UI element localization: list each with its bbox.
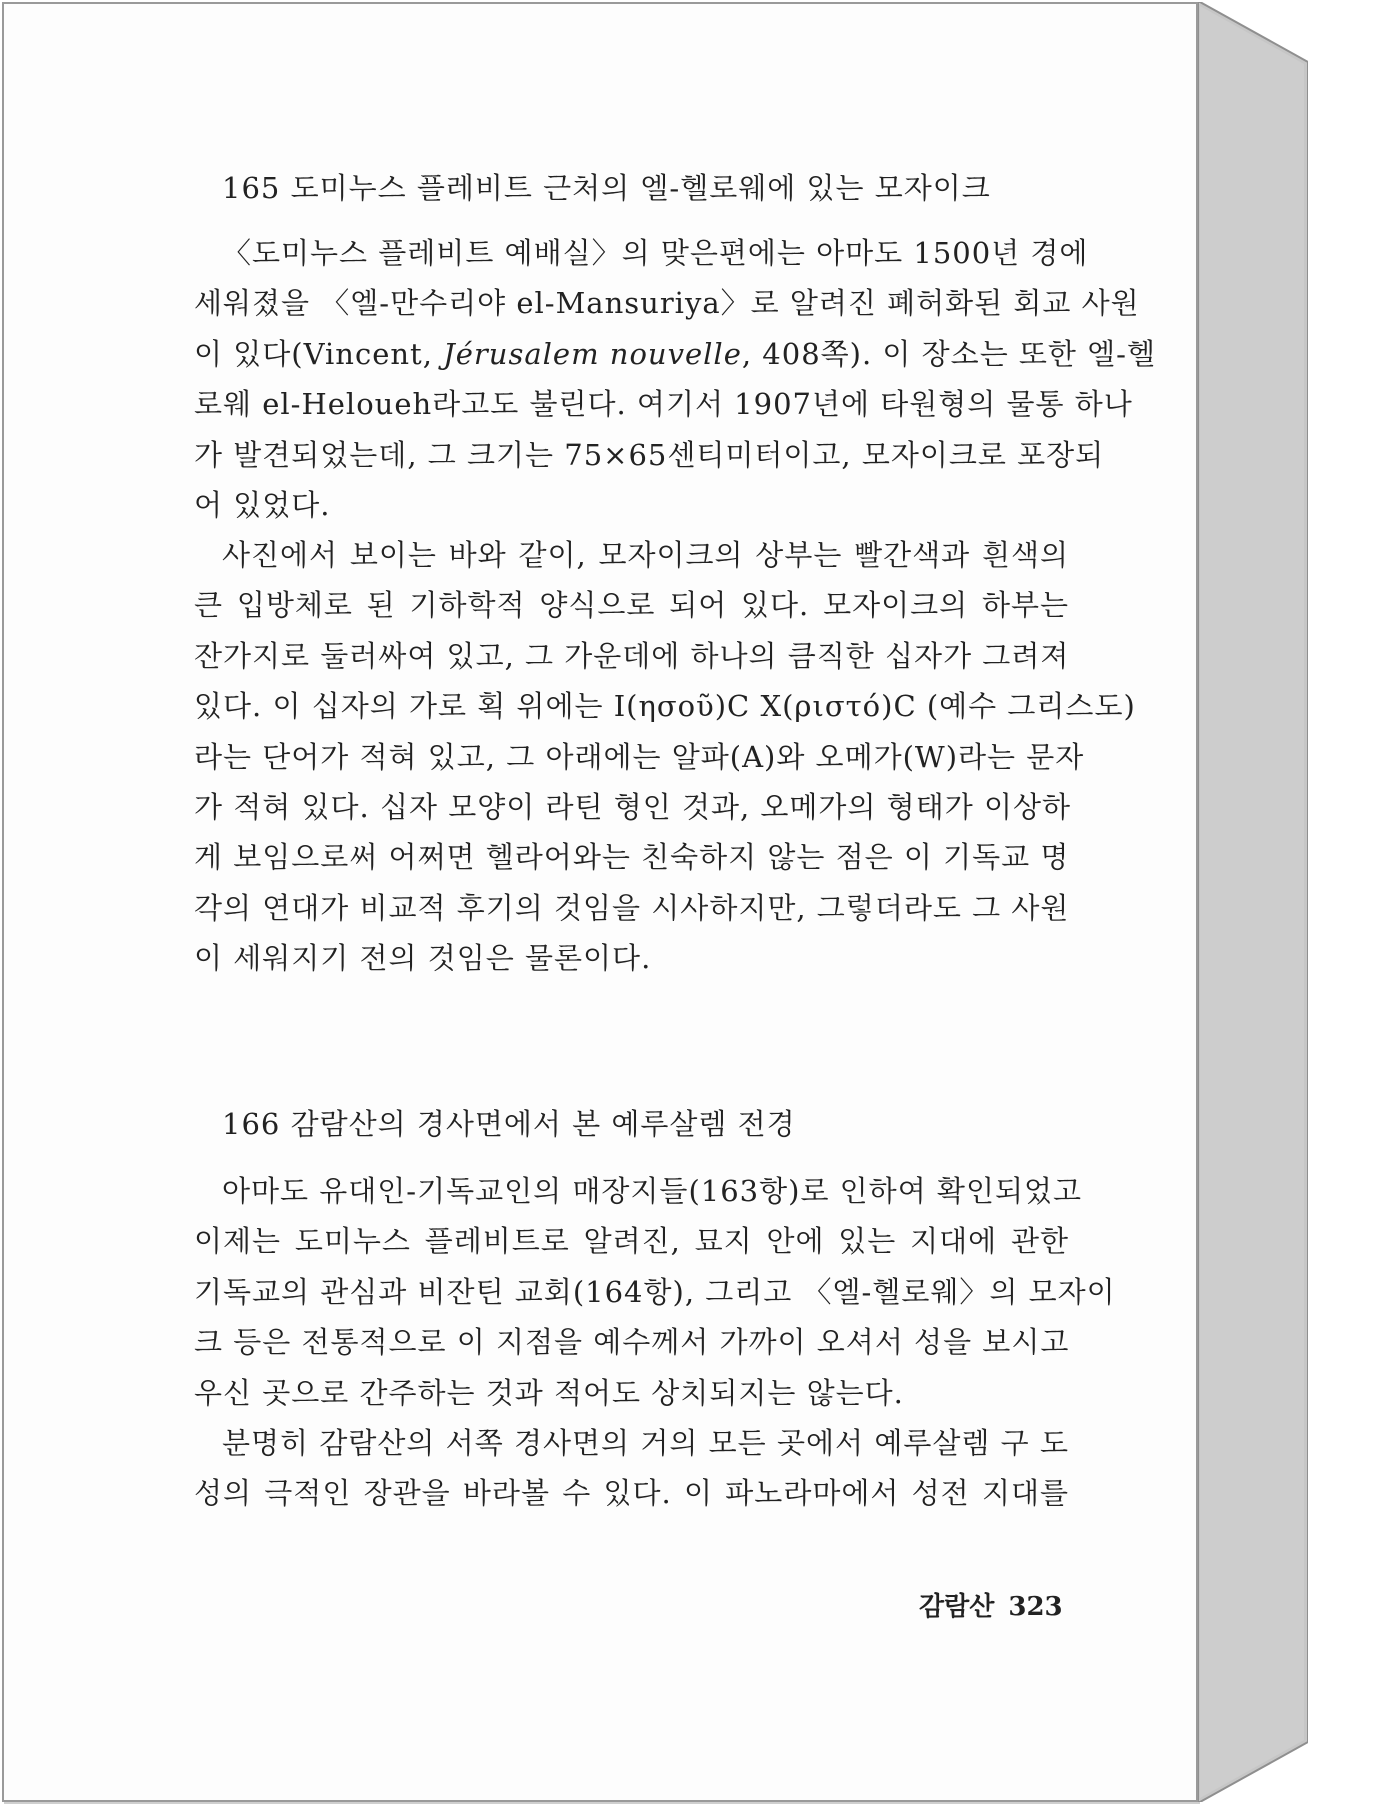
text-line: 분명히 감람산의 서쪽 경사면의 거의 모든 곳에서 예루살렘 구 도	[222, 1426, 1069, 1460]
entry-165-title: 165 도미누스 플레비트 근처의 엘-헬로웨에 있는 모자이크	[222, 171, 991, 205]
text-line: 게 보임으로써 어쩌면 헬라어와는 친숙하지 않는 점은 이 기독교 명	[194, 840, 1070, 875]
text-line: 크 등은 전통적으로 이 지점을 예수께서 가까이 오셔서 성을 보시고	[194, 1325, 1070, 1360]
entry-165-paragraph-2	[194, 530, 1136, 984]
text-line: 로웨 el-Heloueh라고도 불린다. 여기서 1907년에 타원형의 물통 하나	[194, 387, 1133, 422]
entry-166-title: 166 감람산의 경사면에서 본 예루살렘 전경	[222, 1107, 796, 1141]
text-line: 우신 곳으로 간주하는 것과 적어도 상치되지는 않는다.	[194, 1375, 904, 1410]
text-line: 라는 단어가 적혀 있고, 그 아래에는 알파(A)와 오메가(W)라는 문자	[194, 739, 1085, 774]
text-line: 세워졌을 〈엘-만수리야 el-Mansuriya〉로 알려진 폐허화된 회교 사원	[194, 286, 1140, 321]
text-line: 각의 연대가 비교적 후기의 것임을 시사하지만, 그렇더라도 그 사원	[194, 890, 1070, 925]
text-line: 아마도 유대인-기독교인의 매장지들(163항)로 인하여 확인되었고	[222, 1174, 1083, 1208]
entry-166-paragraph-1	[194, 1166, 1116, 1418]
entry-166-paragraph-2	[194, 1418, 1069, 1519]
text-line: 기독교의 관심과 비잔틴 교회(164항), 그리고 〈엘-헬로웨〉의 모자이	[194, 1274, 1116, 1309]
book-title: Jérusalem nouvelle	[443, 336, 742, 371]
page-number: 323	[1008, 1592, 1063, 1622]
book-page-edge	[1198, 2, 1308, 1802]
text-line: 큰 입방체로 된 기하학적 양식으로 되어 있다. 모자이크의 하부는	[194, 588, 1069, 623]
text-line: 이 세워지기 전의 것임은 물론이다.	[194, 941, 652, 976]
text-line: 성의 극적인 장관을 바라볼 수 있다. 이 파노라마에서 성전 지대를	[194, 1476, 1069, 1511]
text-line: 가 발견되었는데, 그 크기는 75×65센티미터이고, 모자이크로 포장되	[194, 437, 1105, 472]
text-line	[194, 329, 1156, 379]
book-page	[2, 2, 1198, 1802]
text-line: 어 있었다.	[194, 487, 331, 522]
text-line: 〈도미누스 플레비트 예배실〉의 맞은편에는 아마도 1500년 경에	[222, 236, 1089, 270]
running-head: 감람산	[919, 1592, 995, 1622]
text-line: 가 적혀 있다. 십자 모양이 라틴 형인 것과, 오메가의 형태가 이상하	[194, 789, 1071, 824]
text-span: , 408쪽). 이 장소는 또한 엘-헬	[741, 336, 1156, 371]
text-line: 사진에서 보이는 바와 같이, 모자이크의 상부는 빨간색과 흰색의	[222, 538, 1069, 572]
entry-165-paragraph-1	[194, 228, 1156, 530]
text-line: 있다. 이 십자의 가로 획 위에는 I(ησοῦ)C X(ριστό)C (예수 그리스도)	[194, 689, 1136, 724]
text-line: 잔가지로 둘러싸여 있고, 그 가운데에 하나의 큼직한 십자가 그려져	[194, 638, 1070, 673]
page-footer	[919, 1586, 1063, 1623]
text-line: 이제는 도미누스 플레비트로 알려진, 묘지 안에 있는 지대에 관한	[194, 1224, 1069, 1259]
text-span: 이 있다(Vincent,	[194, 336, 444, 371]
